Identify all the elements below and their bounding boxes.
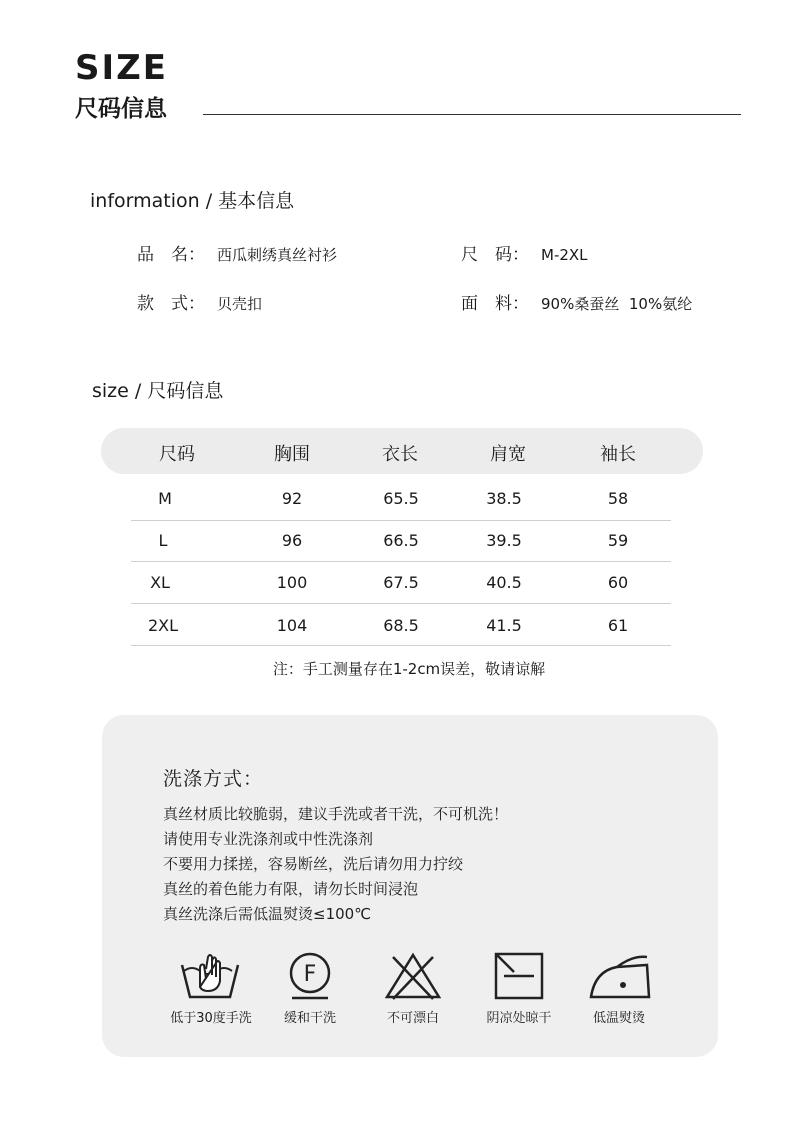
care-icon-label: 缓和干洗 xyxy=(283,1011,336,1026)
low-iron-icon xyxy=(587,951,651,1001)
table-cell: 41.5 xyxy=(486,616,522,635)
info-label: 尺 码： xyxy=(461,245,529,265)
care-instruction: 请使用专业洗涤剂或中性洗涤剂 xyxy=(163,830,374,848)
info-field-name xyxy=(137,240,337,265)
info-label: 面 料： xyxy=(461,294,529,314)
info-field-fabric xyxy=(461,289,692,314)
table-cell: 65.5 xyxy=(383,489,419,508)
column-header-sleeve: 袖长 xyxy=(600,444,636,465)
table-cell: M xyxy=(158,489,172,508)
table-cell: 67.5 xyxy=(383,573,419,592)
shade-dry-icon xyxy=(487,951,551,1001)
title-divider xyxy=(203,114,741,115)
info-value: M-2XL xyxy=(541,246,588,264)
table-cell: 39.5 xyxy=(486,531,522,550)
care-icon-label: 低温熨烫 xyxy=(592,1011,645,1026)
care-instruction: 真丝洗涤后需低温熨烫≤100℃ xyxy=(163,905,372,923)
table-cell: 66.5 xyxy=(383,531,419,550)
row-divider xyxy=(131,603,671,604)
table-cell: XL xyxy=(150,573,170,592)
info-value: 贝壳扣 xyxy=(217,295,263,313)
info-value: 90%桑蚕丝 10%氨纶 xyxy=(541,295,693,313)
info-field-style xyxy=(137,289,262,314)
row-divider xyxy=(131,645,671,646)
care-title: 洗涤方式： xyxy=(163,768,264,790)
care-icon-label: 阴凉处晾干 xyxy=(486,1011,552,1026)
row-divider xyxy=(131,520,671,521)
row-divider xyxy=(131,561,671,562)
table-cell: 2XL xyxy=(147,616,179,635)
column-header-chest: 胸围 xyxy=(274,444,310,465)
table-cell: 58 xyxy=(607,489,629,508)
table-cell: 61 xyxy=(607,616,629,635)
care-icon-label: 不可漂白 xyxy=(386,1011,439,1026)
table-cell: 92 xyxy=(281,489,303,508)
info-field-size xyxy=(461,240,588,265)
hand-wash-30-icon xyxy=(178,951,242,1001)
table-cell: 60 xyxy=(607,573,629,592)
table-cell: 96 xyxy=(281,531,303,550)
table-cell: 104 xyxy=(276,616,308,635)
table-cell: 59 xyxy=(607,531,629,550)
page-title: SIZE xyxy=(75,48,169,88)
column-header-size: 尺码 xyxy=(159,444,195,465)
table-cell: 68.5 xyxy=(383,616,419,635)
info-label: 款 式： xyxy=(137,294,205,314)
table-cell: 38.5 xyxy=(486,489,522,508)
column-header-shoulder: 肩宽 xyxy=(490,444,526,465)
table-cell: 40.5 xyxy=(486,573,522,592)
table-cell: L xyxy=(158,531,168,550)
svg-text:F: F xyxy=(303,962,317,987)
care-instruction: 真丝材质比较脆弱，建议手洗或者干洗，不可机洗！ xyxy=(163,805,509,823)
size-heading: size / 尺码信息 xyxy=(92,380,224,402)
table-cell: 100 xyxy=(276,573,308,592)
care-icon-label: 低于30度手洗 xyxy=(170,1011,252,1026)
basic-info-heading: information / 基本信息 xyxy=(90,190,295,212)
no-bleach-icon xyxy=(381,951,445,1001)
column-header-length: 衣长 xyxy=(382,444,418,465)
measurement-note: 注：手工测量存在1-2cm误差，敬请谅解 xyxy=(272,660,546,678)
care-instruction: 真丝的着色能力有限，请勿长时间浸泡 xyxy=(163,880,419,898)
page-subtitle: 尺码信息 xyxy=(75,96,167,122)
info-label: 品 名： xyxy=(137,245,205,265)
info-value: 西瓜刺绣真丝衬衫 xyxy=(217,246,338,264)
care-instruction: 不要用力揉搓，容易断丝，洗后请勿用力拧绞 xyxy=(163,855,464,873)
dry-clean-f-icon xyxy=(278,951,342,1001)
